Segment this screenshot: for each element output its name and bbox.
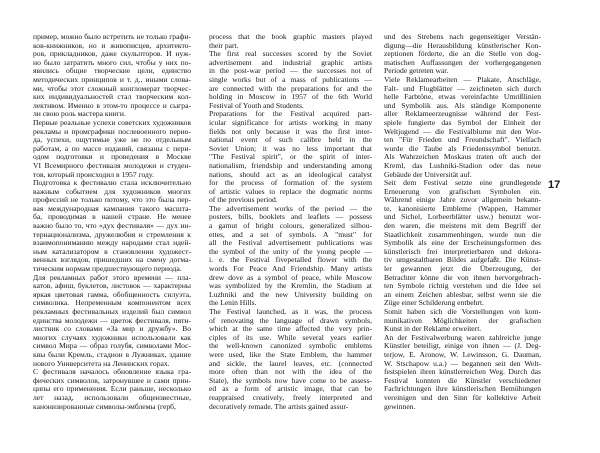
text-line: process that the book graphic masters played: [209, 32, 372, 41]
text-line: Festival konnten die Künstler verschiedener: [384, 375, 541, 385]
text-line: of renovating the language of drawn symbols,: [209, 315, 372, 325]
text-line: ed as a form of artistic image, that can be: [209, 384, 372, 394]
text-line: лективом. Именно в этом-то процессе и сыгра-: [33, 100, 191, 110]
text-line: явились общие творческие цели, единство: [33, 66, 191, 76]
text-line: Festival of Youth and Students.: [209, 100, 304, 110]
text-line: were used, like the State Emblem, the hammer: [209, 349, 372, 359]
paragraph: [33, 368, 191, 411]
text-line: рекламных фестивальных изделий был символ: [33, 307, 191, 316]
paragraph: [384, 33, 541, 76]
text-line: a gamut of bright colours, generalized silhou-: [209, 221, 372, 231]
text-line: ба, проводимая в нашей стране. Не менее: [33, 212, 191, 222]
text-line: digung—die Herausbildung künstlerischer Kon-: [384, 40, 541, 50]
text-line: their part.: [209, 40, 239, 50]
text-line: und Symbolik aus. Als ständige Komponente: [384, 100, 541, 110]
english-text-column: [209, 33, 372, 411]
text-line: an einem Zeichen ablesbar, selbst wenn sie die: [384, 289, 541, 299]
text-line: ли свою роль мастера книги.: [33, 109, 126, 119]
text-line: State), the symbols now have come to be assess-: [209, 375, 372, 385]
text-line: Züge einer Schilderung entbehrt.: [384, 298, 484, 308]
text-line: festspielen ihren künstlerreichen Weg. Durch das: [384, 367, 541, 377]
text-line: wurde die Taube als Friedenssymbol benutzt.: [384, 143, 541, 153]
text-line: символ Мира — образ голубя, символами Мос-: [33, 341, 191, 351]
text-line: Betrachter könne die von ihnen hervorgebrach-: [384, 272, 541, 282]
text-line: Gebäude der Universität auf.: [384, 169, 472, 179]
text-line: нового Университета на Ленинских горах.: [33, 358, 170, 368]
text-line: and sickle, the laurel leaves, etc. (connected: [209, 358, 372, 368]
text-line: ten Symbole richtig verstehen und die Idee sei: [384, 281, 541, 291]
text-line: Als Wahrzeichen Moskaus traten oft auch der: [384, 152, 541, 162]
text-line: венных взглядов, пришедших на смену догма-: [33, 255, 191, 265]
text-line: tiv umgestaltbaren Bildes aufgefaßt. Die Künst-: [384, 255, 541, 265]
text-line: munikativen Möglichkeiten der grafischen: [384, 315, 541, 325]
text-line: VI Всемирного фестиваля молодежи и студен-: [33, 160, 191, 170]
text-line: more often than not with the idea of the: [209, 367, 372, 377]
text-line: fields not only because it was the first inter-: [209, 126, 372, 136]
text-line: reappraised creatively, freely interpreted and: [209, 392, 372, 402]
text-line: und Sichel, Lorbeerblätter usw.) benutzt wor-: [384, 212, 541, 222]
text-line: drew dove as a symbol of peace, while Moscow: [209, 272, 372, 282]
paragraph: [209, 50, 372, 110]
text-line: for the process of formation of the system: [209, 178, 372, 188]
text-line: icular significance for artists working in many: [209, 117, 372, 127]
text-line: terjow, E. Aronow, W. Lewinsson, G. Dauman,: [384, 349, 541, 359]
paragraph: [33, 179, 191, 274]
text-line: advertisement and industrial graphic artists: [209, 57, 372, 67]
text-line: und des Strebens nach gegenseitiger Verstän-: [384, 32, 541, 41]
text-line: ciples of its use. While several years earlier: [209, 332, 372, 342]
text-line: Somit haben sich die Vorstellungen von kom-: [384, 307, 541, 316]
text-line: Soviet Union; it was no less important that: [209, 143, 372, 153]
text-line: of the previous period.: [209, 195, 278, 205]
text-line: posters, bills, booklets and leaflets — possess: [209, 212, 372, 222]
text-line: spiele fungierte das Symbol der Einheit der: [384, 117, 541, 127]
text-line: листник со словами «За мир и дружбу». Во: [33, 324, 191, 334]
text-line: Seit dem Festival setzte eine grundlegende: [384, 178, 541, 188]
text-line: Для рекламных работ этого времени — пла-: [33, 272, 191, 282]
text-line: одом подготовки и проведения в Москве: [33, 152, 191, 162]
text-line: яркая цветовая гамма, обобщенность силуэта,: [33, 289, 191, 299]
text-line: взаимопониманию между народами стал идей-: [33, 238, 191, 248]
text-line: канонизированные символы-эмблемы (герб,: [33, 401, 176, 411]
text-line: Erneuerung von grafischen Symbolen ein.: [384, 186, 541, 196]
text-line: Symbolik als eine der Erscheinungsformen des: [384, 238, 541, 248]
text-line: ettes, and a set of symbols. A "must" for: [209, 229, 372, 239]
text-line: тов, который происходил в 1957 году.: [33, 169, 154, 179]
text-line: zeptionen förderte, die an die Stelle von dog-: [384, 49, 541, 59]
text-line: aller Reklameerzeugnisse während der Fest-: [384, 109, 541, 119]
paragraph: [33, 119, 191, 179]
paragraph: [384, 308, 541, 334]
text-line: vereinigen und den Sinn für kollektive Arbeit: [384, 392, 541, 402]
text-line: Künstler beteiligt, einige von ihnen — (J. Deg-: [384, 341, 541, 351]
text-line: пример, можно было встретить не только графи-: [33, 32, 191, 41]
text-line: да, успехи, ощутимые уже не по отдельным: [33, 135, 191, 145]
text-line: ков-книжников, но и живописцев, архитекто-: [33, 40, 191, 50]
text-line: all the Festival advertisement publications was: [209, 238, 372, 248]
russian-text-column: [33, 33, 191, 411]
text-line: катов, афиш, буклетов, листовок — характерны: [33, 281, 191, 291]
text-line: matischen Auffassungen der vorhergegangenen: [384, 57, 541, 67]
text-line: in the post-war period — the successes not of: [209, 66, 372, 76]
text-line: методических принципов и т. д., иными слова-: [33, 74, 191, 84]
text-line: ких индивидуальностей стал творческим кол-: [33, 92, 191, 102]
text-line: Periode getreten war.: [384, 66, 449, 76]
text-line: which at the same time affected the very prin-: [209, 324, 372, 334]
text-line: работам, а по массе изданий, связаны с пери-: [33, 143, 191, 153]
text-line: Fachrichtungen ihre künstlerischen Bemühungen: [384, 384, 541, 394]
text-line: holding in Moscow in 1957 of the 6th World: [209, 92, 372, 102]
text-line: An der Festivalwerbung waren zahlreiche junge: [384, 332, 541, 342]
text-line: вая международная кампания такого масшта-: [33, 203, 191, 213]
text-line: ler gewannen jetzt die Überzeugung, der: [384, 264, 541, 274]
text-line: Viele Reklamearbeiten — Plakate, Anschläge,: [384, 74, 541, 84]
text-line: Während einige Jahre zuvor allgemein bekann-: [384, 195, 541, 205]
paragraph: [209, 205, 372, 308]
paragraph: [384, 179, 541, 308]
text-line: рекламы и промграфики послевоенного перио-: [33, 126, 191, 136]
text-line: The advertisement works of the period — the: [209, 203, 372, 213]
text-line: ципы его применения. Если раньше, несколько: [33, 384, 191, 394]
text-line: "The Festival spirit", or the spirit of inter-: [209, 152, 372, 162]
text-line: тернационализма, дружелюбия и стремления к: [33, 229, 191, 239]
text-line: символика. Непременным компонентом всех: [33, 298, 191, 308]
german-text-column: [384, 33, 541, 411]
text-line: ми, чтобы этот сложный конгломерат творчес-: [33, 83, 191, 93]
text-line: важным событием для художников многих: [33, 186, 191, 196]
text-line: Falt- und Flugblätter — zeichneten sich durch: [384, 83, 541, 93]
text-line: С фестиваля началось обновление языка гра-: [33, 367, 191, 377]
text-line: of artistic values to replace the dogmatic norms: [209, 186, 372, 196]
text-line: was symbolized by the Kremlin, the Stadium at: [209, 281, 372, 291]
text-line: лет назад, использовали общеизвестные,: [33, 392, 191, 402]
text-line: the symbol of the unity of the young people —: [209, 246, 372, 256]
text-line: ten "Für Frieden und Freundschaft". Vielfach: [384, 135, 541, 145]
text-line: single works but of a mass of publications —: [209, 74, 372, 84]
text-line: ным катализатором в становлении художест-: [33, 246, 191, 256]
text-line: The Festival launched, as it was, the process: [209, 307, 372, 316]
text-line: Kreml, das Lushniki-Stadion oder das neue: [384, 160, 541, 170]
text-line: i. e. the Festival fivepetalled flower with the: [209, 255, 372, 265]
text-line: te, kanonisierte Embleme (Wappen, Hammer: [384, 203, 541, 213]
text-line: тическим нормам предшествующего периода.: [33, 264, 182, 274]
text-line: nationalism, friendship and understanding among: [209, 160, 372, 170]
text-line: helle Farbtöne, etwas vereinfachte Umrißlinien: [384, 92, 541, 102]
text-line: фических символов, затронувшее и сами прин-: [33, 375, 191, 385]
text-line: national event of such calibre held in the: [209, 135, 372, 145]
page-number: 17: [548, 179, 561, 191]
paragraph: [209, 33, 372, 50]
text-line: den waren, die meistens mit dem Begriff der: [384, 221, 541, 231]
text-line: многих случаях художники использовали как: [33, 332, 191, 342]
text-line: The first real successes scored by the Soviet: [209, 49, 372, 59]
text-line: Staatlichkeit zusammenhingen, wurde nun die: [384, 229, 541, 239]
text-line: nations, should act as an ideological catalyst: [209, 169, 372, 179]
text-line: Kunst in der Reklame erweitert.: [384, 324, 482, 334]
paragraph: [384, 334, 541, 411]
text-line: the Lenin Hills.: [209, 298, 257, 308]
text-line: единства молодежи — цветок фестиваля, пяти-: [33, 315, 191, 325]
text-line: квы были Кремль, стадион в Лужниках, здание: [33, 349, 191, 359]
text-line: are connected with the preparations for and the: [209, 83, 372, 93]
paragraph: [209, 110, 372, 205]
text-line: Luzhniki and the new University building on: [209, 289, 372, 299]
text-line: ров, прикладников, даже скульпторов. И нуж-: [33, 49, 191, 59]
text-line: Подготовка к фестивалю стала исключительно: [33, 178, 191, 188]
text-line: decoratively remade. The artists gained assur-: [209, 401, 349, 411]
text-line: W. Stschapow u.a.) — begannen seit den Welt-: [384, 358, 541, 368]
text-line: Preparations for the Festival acquired part-: [209, 109, 372, 119]
text-line: künstlerisch frei interpretierbaren und dekora-: [384, 246, 541, 256]
paragraph: [33, 33, 191, 119]
paragraph: [33, 274, 191, 369]
text-line: важно было то, что «дух фестиваля» — дух ин-: [33, 221, 191, 231]
text-line: но было затратить много сил, чтобы у них по-: [33, 57, 191, 67]
text-line: Weltjugend — die Festivalblume mit den Wor-: [384, 126, 541, 136]
paragraph: [384, 76, 541, 179]
text-line: Первые реальные успехи советских художников: [33, 117, 191, 127]
paragraph: [209, 308, 372, 411]
text-line: gewinnen.: [384, 401, 416, 411]
text-line: the well-known canonized symbolic emblems: [209, 341, 372, 351]
text-line: words For Peace And Friendship. Many artists: [209, 264, 372, 274]
text-line: профессий не только потому, что это была пер-: [33, 195, 191, 205]
